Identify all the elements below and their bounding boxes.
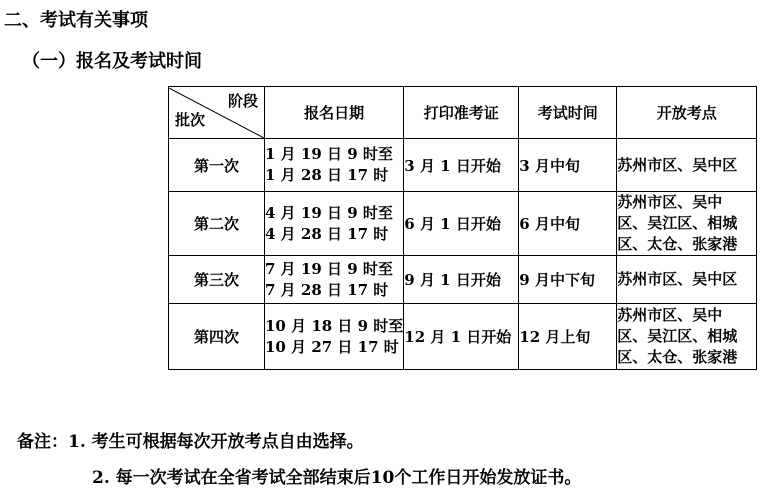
reg-date-cell: 10 月 18 日 9 时至 10 月 27 日 17 时 xyxy=(265,304,404,370)
reg-date-cell: 7 月 19 日 9 时至 7 月 28 日 17 时 xyxy=(265,256,404,304)
reg-date-cell: 1 月 19 日 9 时至 1 月 28 日 17 时 xyxy=(265,139,404,192)
note-line-2: 2. 每一次考试在全省考试全部结束后10个工作日开始发放证书。 xyxy=(92,468,582,488)
batch-cell: 第四次 xyxy=(169,304,265,370)
schedule-table xyxy=(168,86,757,370)
exam-cell: 9 月中下旬 xyxy=(519,256,617,304)
batch-cell: 第二次 xyxy=(169,192,265,256)
corner-batch-label: 批次 xyxy=(175,110,206,129)
print-cell: 6 月 1 日开始 xyxy=(404,192,519,256)
corner-cell xyxy=(169,87,265,139)
location-cell: 苏州市区、吴中 区、吴江区、相城 区、太仓、张家港 xyxy=(617,304,757,370)
table-row xyxy=(169,192,757,256)
reg-date-cell: 4 月 19 日 9 时至 4 月 28 日 17 时 xyxy=(265,192,404,256)
print-cell: 12 月 1 日开始 xyxy=(404,304,519,370)
note-line-1: 备注：1. 考生可根据每次开放考点自由选择。 xyxy=(17,432,364,452)
header-exam-time: 考试时间 xyxy=(519,87,617,139)
section-heading: 二、考试有关事项 xyxy=(4,10,148,31)
batch-cell: 第一次 xyxy=(169,139,265,192)
batch-cell: 第三次 xyxy=(169,256,265,304)
exam-cell: 12 月上旬 xyxy=(519,304,617,370)
header-test-centers: 开放考点 xyxy=(617,87,757,139)
header-reg-date: 报名日期 xyxy=(265,87,404,139)
location-cell: 苏州市区、吴中 区、吴江区、相城 区、太仓、张家港 xyxy=(617,192,757,256)
exam-cell: 6 月中旬 xyxy=(519,192,617,256)
corner-stage-label: 阶段 xyxy=(227,91,258,110)
print-cell: 9 月 1 日开始 xyxy=(404,256,519,304)
location-cell: 苏州市区、吴中区 xyxy=(617,256,757,304)
table-row xyxy=(169,304,757,370)
print-cell: 3 月 1 日开始 xyxy=(404,139,519,192)
exam-cell: 3 月中旬 xyxy=(519,139,617,192)
header-print-ticket: 打印准考证 xyxy=(404,87,519,139)
location-cell: 苏州市区、吴中区 xyxy=(617,139,757,192)
table-row xyxy=(169,139,757,192)
table-header-row xyxy=(169,87,757,139)
subsection-heading: （一）报名及考试时间 xyxy=(22,51,202,72)
table-row xyxy=(169,256,757,304)
